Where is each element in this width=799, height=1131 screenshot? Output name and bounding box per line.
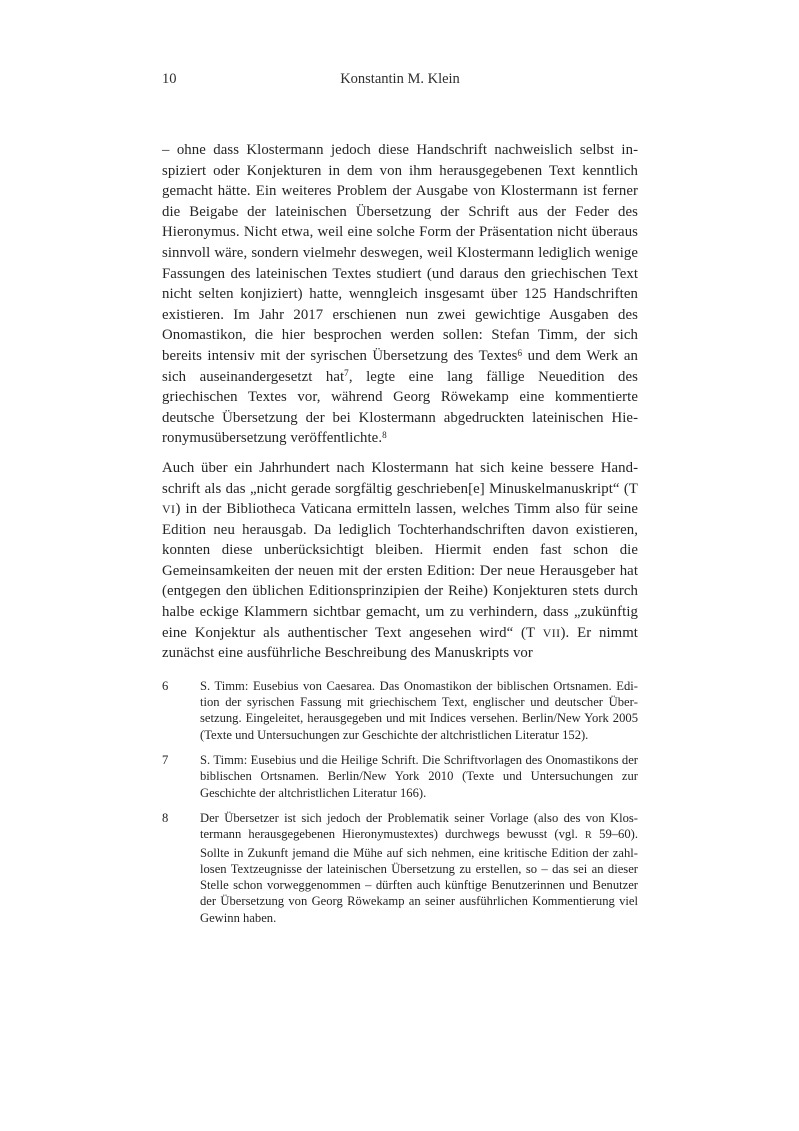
footnote-6: [162, 678, 638, 743]
footnote-text: Der Übersetzer ist sich jedoch der Problematik seiner Vorlage (also des von Klostermann herausgegebenen Hieronymustextes) durchwegs bewusst (vgl. R 59–60). Sollte in Zukunft jemand die Mühe auf sich nehmen, eine kritische Edition der zahllosen Textzeugnisse der lateinischen Übersetzung zu erstellen, so – das sei an dieser Stelle schon vorweggenommen – dürften auch künftige Benutzerinnen und Benutzer der Übersetzung von Georg Röwekamp an seiner ausführlichen Kommentierung viel Gewinn haben.: [200, 810, 638, 925]
footnote-8: [162, 810, 638, 926]
footnote-number: 8: [162, 810, 169, 825]
footnote-number: 7: [162, 753, 169, 768]
footnote-ref: 7: [344, 368, 349, 379]
text-block: [162, 70, 638, 926]
footnote-7: [162, 752, 638, 801]
smallcaps-text: VI: [162, 502, 176, 517]
footnote-ref: 8: [382, 430, 387, 441]
footnotes-section: [162, 678, 638, 926]
smallcaps-text: VII: [542, 625, 561, 640]
footnote-text: S. Timm: Eusebius von Caesarea. Das Onomastikon der biblischen Ortsnamen. Edition der syrischen Fassung mit griechischem Text, englischer und deutscher Übersetzung. Eingeleitet, herausgegeben und mit Indices versehen. Berlin/New York 2005 (Texte und Untersuchungen zur Geschichte der altchristlichen Literatur 152).: [200, 678, 638, 742]
footnote-number: 6: [162, 678, 169, 693]
smallcaps-text: R: [584, 830, 593, 842]
footnote-text: S. Timm: Eusebius und die Heilige Schrift. Die Schriftvorlagen des Onomastikons der biblischen Ortsnamen. Berlin/New York 2010 (Texte und Untersuchungen zur Geschichte der altchristlichen Literatur 166).: [200, 753, 638, 800]
footnote-ref: 6: [517, 347, 523, 358]
paragraph-2: Auch über ein Jahrhundert nach Klostermann hat sich keine bessere Handschrift als das „nicht gerade sorgfältig geschrieben[e] Minuskelmanuskript“ (T VI) in der Bibliotheca Vaticana ermitteln lassen, welches Timm also für seine Edition neu herausgab. Da lediglich Tochterhandschriften davon existieren, konnten diese unberücksichtigt bleiben. Hiermit enden fast schon die Gemeinsamkeiten der neuen mit der ersten Edition: Der neue Herausgeber hat (entgegen den üblichen Editionsprinzipien der Reihe) Konjekturen stets durch halbe eckige Klammern sichtbar gemacht, um zu verhindern, dass „zukünftig eine Konjektur als authentischer Text angesehen wird“ (T VII). Er nimmt zunächst eine ausführliche Beschreibung des Manuskripts vor: [162, 459, 638, 662]
running-header-title: Konstantin M. Klein: [340, 71, 460, 87]
page-number: 10: [162, 71, 177, 87]
paragraph-1: – ohne dass Klostermann jedoch diese Handschrift nachweislich selbst inspiziert oder Konjekturen in dem von ihm herausgegebenen Text kenntlich gemacht hätte. Ein weiteres Problem der Ausgabe von Klostermann ist ferner die Beigabe der lateinischen Übersetzung der Schrift aus der Feder des Hieronymus. Nicht etwa, weil eine solche Form der Präsentation nicht überaus sinnvoll wäre, sondern vielmehr deswegen, weil Klostermann lediglich wenige Fassungen des lateinischen Textes studiert (und daraus den griechischen Text nicht selten konjiziert) hatte, wenngleich insgesamt über 125 Handschriften existieren. Im Jahr 2017 erschienen nun zwei gewichtige Ausgaben des Onomastikon, die hier besprochen werden sollen: Stefan Timm, der sich bereits intensiv mit der syrischen Übersetzung des Textes$^6$ und dem Werk an sich auseinandergesetzt hat$^7$, legte eine lang fällige Neuedition des griechischen Textes vor, während Georg Röwekamp eine kommentierte deutsche Übersetzung der bei Klostermann abgedruckten lateinischen Hieronymusübersetzung veröffentlichte.$^8$: [162, 142, 638, 447]
body-text: [162, 140, 638, 664]
running-header: [162, 70, 638, 88]
